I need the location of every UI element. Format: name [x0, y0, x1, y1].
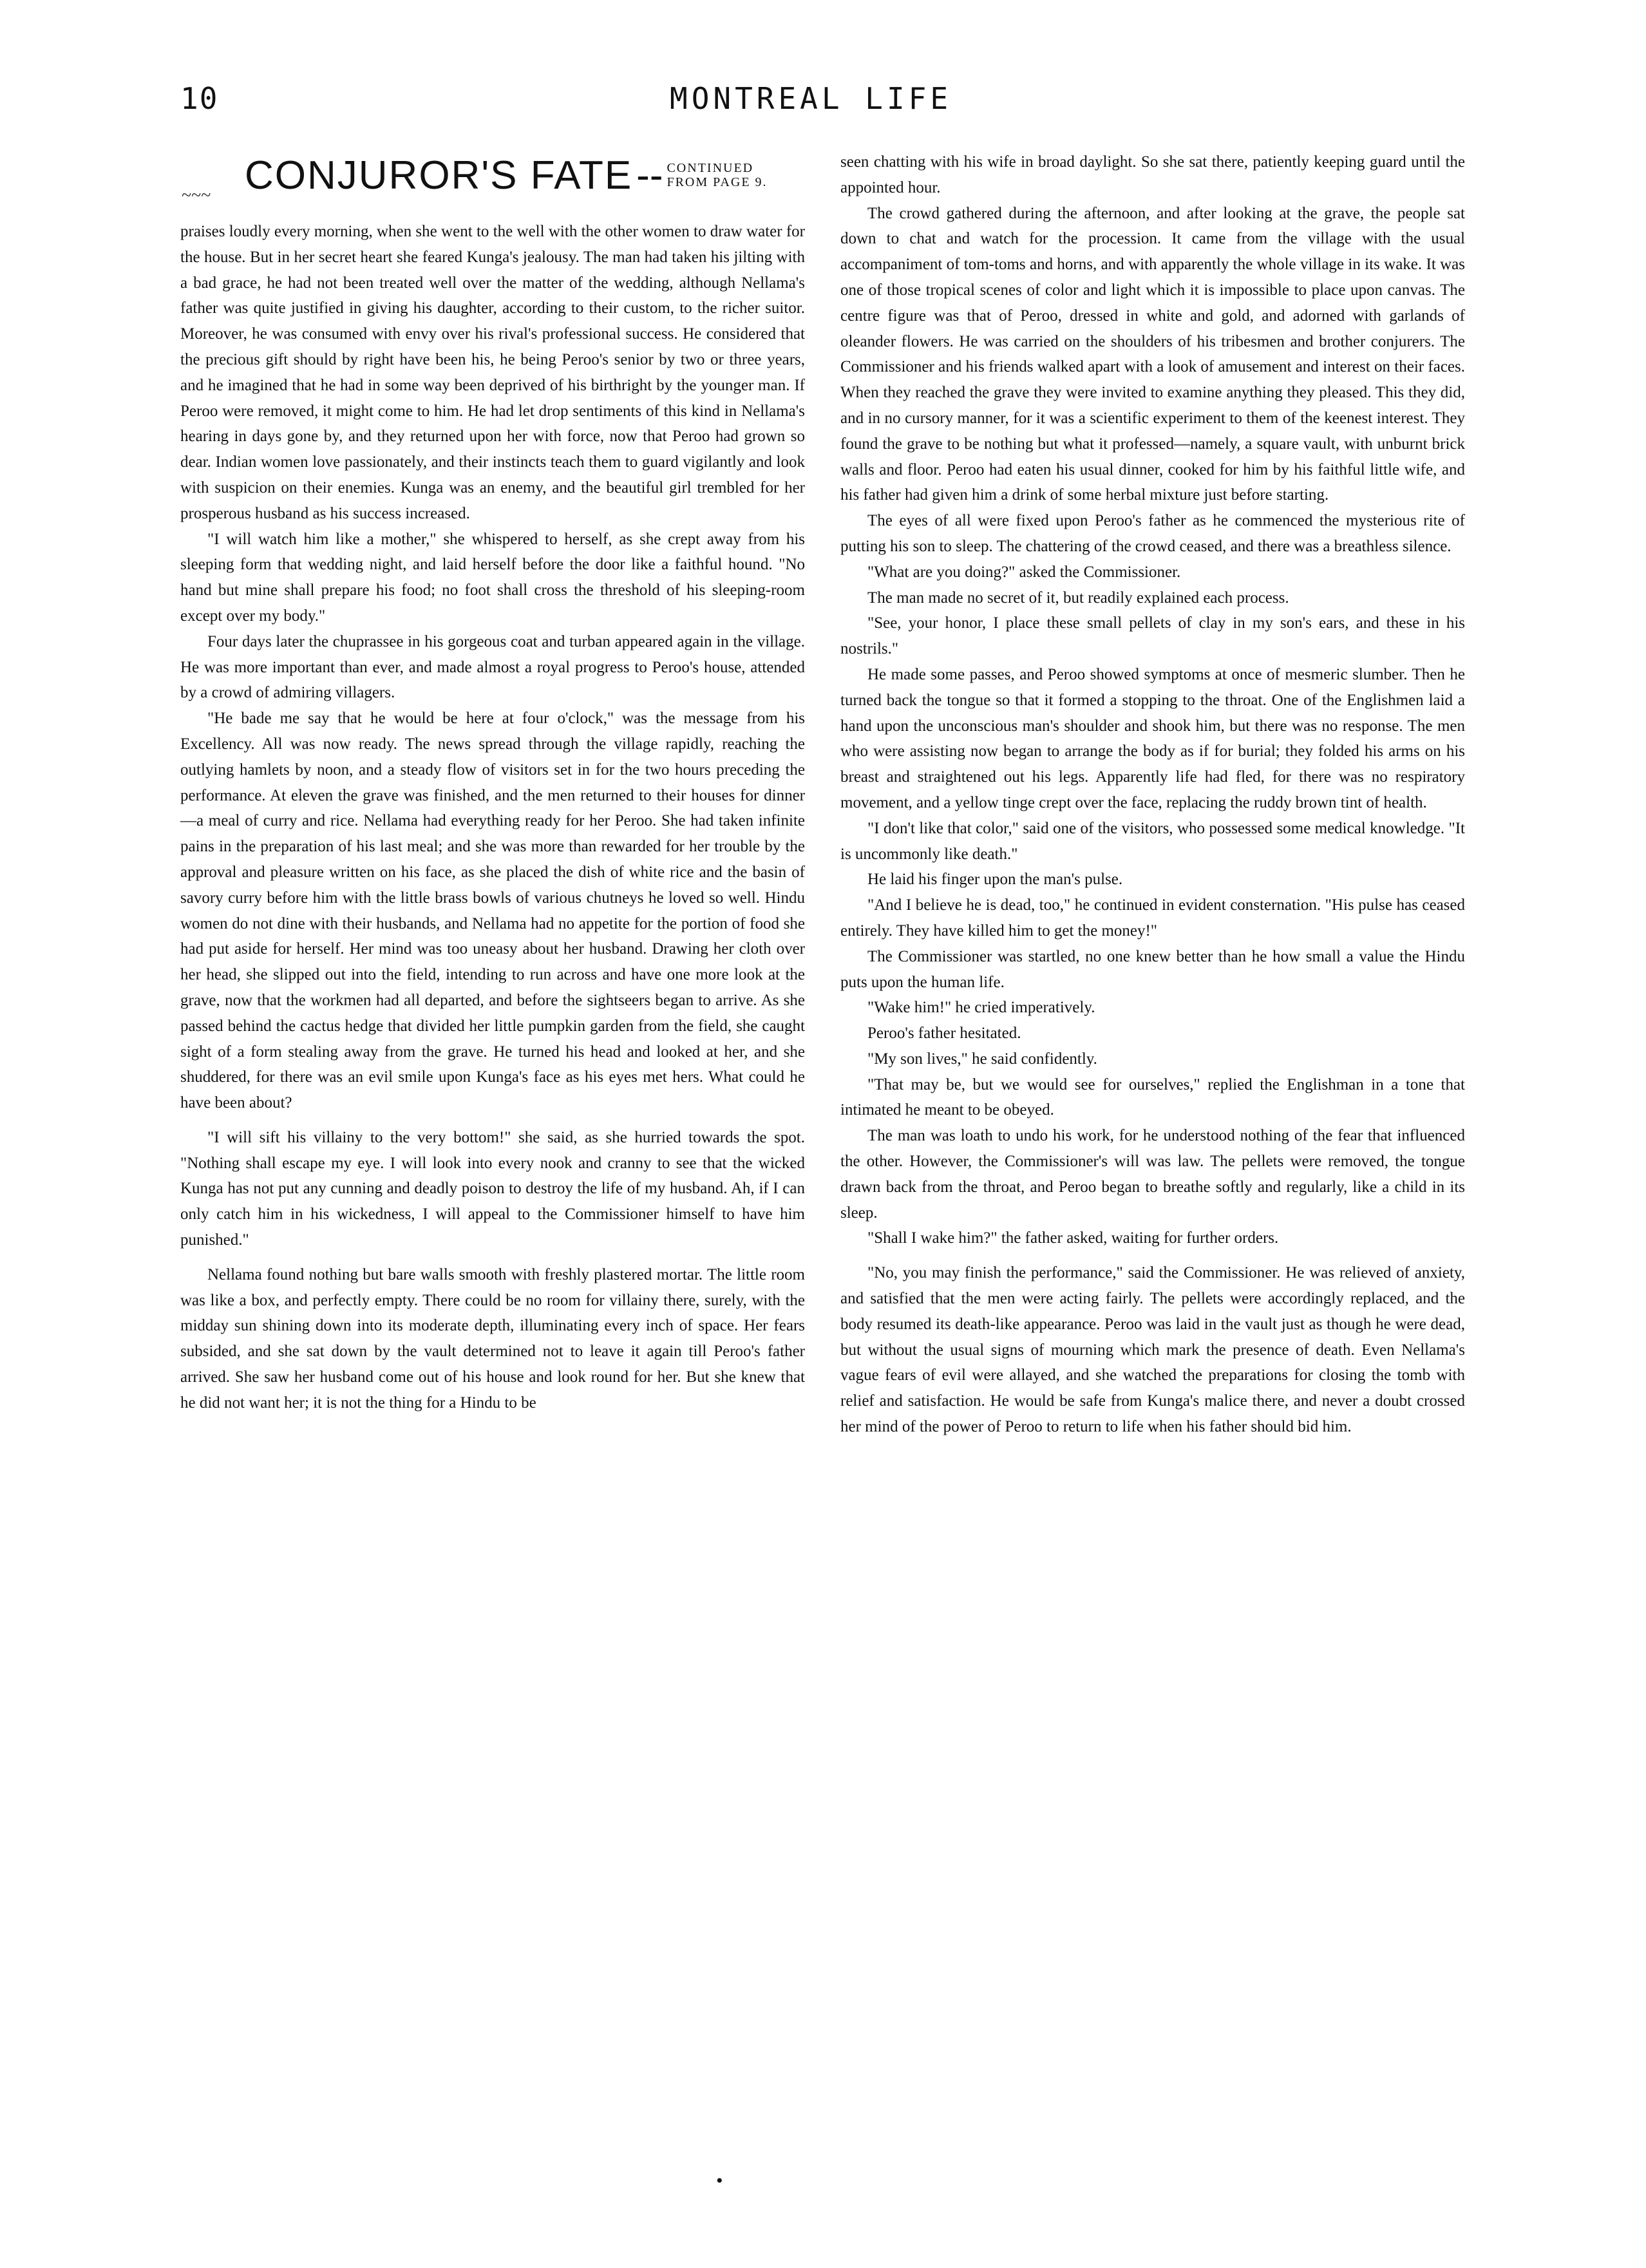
- paragraph: Nellama found nothing but bare walls smooth with freshly plastered mortar. The little room was like a box, and perfectly empty. There could be no room for villainy there, surely, with the midday sun shining down into its moderate depth, illuminating every inch of space. Her fears subsided, and she sat down by the vault determined not to leave it again till Peroo's father arrived. She saw her husband come out of his house and look round for her. But she knew that he did not want her; it is not the thing for a Hindu to be: [180, 1265, 805, 1412]
- paragraph: "My son lives," he said confidently.: [867, 1050, 1097, 1068]
- right-column: [840, 149, 1465, 1440]
- continued-line-2: FROM PAGE 9.: [667, 175, 768, 189]
- continued-note: [667, 161, 767, 189]
- paragraph: The man was loath to undo his work, for he understood nothing of the fear that influenced the other. However, the Commissioner's will was law. The pellets were removed, the tongue drawn back from the throat, and Peroo began to breathe softly and regularly, like a child in its sleep.: [840, 1127, 1465, 1222]
- paragraph: "I will watch him like a mother," she whispered to herself, as she crept away from his sleeping form that wedding night, and laid herself before the door like a faithful hound. "No hand but mine shall prepare his food; no foot shall cross the threshold of his sleeping-room except over my body.": [180, 530, 805, 625]
- paragraph: "He bade me say that he would be here at four o'clock," was the message from his Excellency. All was now ready. The news spread through the village rapidly, reaching the outlying hamlets by noon, and a steady flow of visitors set in for the two hours preceding the performance. At eleven the grave was finished, and the men returned to their houses for dinner—a meal of curry and rice. Nellama had everything ready for her Peroo. She had taken infinite pains in the preparation of his last meal; and she was more than rewarded for her trouble by the approval and pleasure written on his face, as she placed the dish of white rice and the basin of savory curry before him with the little brass bowls of various chutneys he loved so well. Hindu women do not dine with their husbands, and Nellama had no appetite for the portion of food she had put aside for herself. Her mind was too uneasy about her husband. Drawing her cloth over her head, she slipped out into the field, intending to run across and have one more look at the grave, now that the workmen had all departed, and before the sightseers began to arrive. As she passed behind the cactus hedge that divided her little pumpkin garden from the field, she caught sight of a form stealing away from the grave. He turned his head and looked at her, and she shuddered, for there was an evil smile upon Kunga's face as his eyes met hers. What could he have been about?: [180, 710, 805, 1112]
- paragraph: "That may be, but we would see for ourselves," replied the Englishman in a tone that intimated he meant to be obeyed.: [840, 1075, 1465, 1119]
- title-separator: --: [636, 153, 663, 198]
- paragraph: Peroo's father hesitated.: [867, 1025, 1021, 1043]
- running-title: MONTREAL LIFE: [670, 81, 952, 116]
- paragraph: Four days later the chuprassee in his gorgeous coat and turban appeared again in the village. He was more important than ever, and made almost a royal progress to Peroo's house, attended by a crowd of admiring villagers.: [180, 632, 805, 702]
- continued-line-1: CONTINUED: [667, 161, 754, 175]
- paragraph: seen chatting with his wife in broad daylight. So she sat there, patiently keeping guard until the appointed hour.: [840, 153, 1465, 196]
- article-headline: [245, 149, 768, 201]
- paragraph: "No, you may finish the performance," said the Commissioner. He was relieved of anxiety, and satisfied that the men were acting fairly. The pellets were accordingly replaced, and the body resumed its death-like appearance. Peroo was laid in the vault just as though he were dead, but without the usual signs of mourning which mark the presence of death. Even Nellama's vague fears of evil were allayed, and she watched the preparations for closing the tomb with relief and satisfaction. He would be safe from Kunga's malice there, and never a doubt crossed her mind of the power of Peroo to return to life when his father should bid him.: [840, 1264, 1465, 1436]
- paragraph: "I will sift his villainy to the very bottom!" she said, as she hurried towards the spot. "Nothing shall escape my eye. I will look into every nook and cranny to see that the wicked Kunga has not put any cunning and deadly poison to destroy the life of my husband. Ah, if I can only catch him in his wickedness, I will appeal to the Commissioner himself to have him punished.": [180, 1128, 805, 1249]
- left-column: [180, 219, 805, 1416]
- ornament-rule: ~~~: [182, 185, 211, 205]
- article-title: CONJUROR'S FATE: [245, 153, 633, 198]
- page-number: 10: [180, 81, 219, 116]
- paragraph: "See, your honor, I place these small pellets of clay in my son's ears, and these in his nostrils.": [840, 614, 1465, 658]
- paragraph: "What are you doing?" asked the Commissioner.: [867, 563, 1181, 581]
- paragraph: praises loudly every morning, when she went to the well with the other women to draw water for the house. But in her secret heart she feared Kunga's jealousy. The man had taken his jilting with a bad grace, he had not been treated well over the matter of the wedding, although Nellama's father was quite justified in giving his daughter, according to their custom, to the richer suitor. Moreover, he was consumed with envy over his rival's professional success. He considered that the precious gift should by right have been his, he being Peroo's senior by two or three years, and he imagined that he had in some way been deprived of his birthright by the younger man. If Peroo were removed, it might come to him. He had let drop sentiments of this kind in Nellama's hearing in days gone by, and they returned upon her with force, now that Peroo had grown so dear. Indian women love passionately, and their instincts teach them to guard vigilantly and look with suspicion on their enemies. Kunga was an enemy, and the beautiful girl trembled for her prosperous husband as his success increased.: [180, 223, 805, 522]
- paragraph: The man made no secret of it, but readily explained each process.: [867, 589, 1289, 607]
- paragraph: "And I believe he is dead, too," he continued in evident consternation. "His pulse has ceased entirely. They have killed him to get the money!": [840, 896, 1465, 940]
- paragraph: The crowd gathered during the afternoon, and after looking at the grave, the people sat down to chat and watch for the procession. It came from the village with the usual accompaniment of tom-toms and horns, and with apparently the whole village in its wake. It was one of those tropical scenes of color and light which it is impossible to place upon canvas. The centre figure was that of Peroo, dressed in white and gold, and adorned with garlands of oleander flowers. He was carried on the shoulders of his tribesmen and brother conjurers. The Commissioner and his friends walked apart with a look of amusement and interest on their faces. When they reached the grave they were invited to examine anything they pleased. This they did, and in no cursory manner, for it was a scientific experiment to them of the keenest interest. They found the grave to be nothing but what it professed—namely, a square vault, with unburnt brick walls and floor. Peroo had eaten his usual dinner, cooked for him by his faithful little wife, and his father had given him a drink of some herbal mixture just before starting.: [840, 204, 1465, 504]
- paragraph: He laid his finger upon the man's pulse.: [867, 871, 1123, 889]
- paragraph: The Commissioner was startled, no one knew better than he how small a value the Hindu puts upon the human life.: [840, 947, 1465, 991]
- paragraph: "Wake him!" he cried imperatively.: [867, 999, 1095, 1017]
- paragraph: "Shall I wake him?" the father asked, waiting for further orders.: [867, 1229, 1279, 1247]
- paragraph: He made some passes, and Peroo showed symptoms at once of mesmeric slumber. Then he turned back the tongue so that it formed a stopping to the throat. One of the Englishmen laid a hand upon the unconscious man's shoulder and shook him, but there was no response. The men who were assisting now began to arrange the body as if for burial; they folded his arms on his breast and straightened out his legs. Apparently life had fled, for there was no respiratory movement, and a yellow tinge crept over the face, replacing the ruddy brown tint of health.: [840, 665, 1465, 811]
- paragraph: The eyes of all were fixed upon Peroo's father as he commenced the mysterious rite of putting his son to sleep. The chattering of the crowd ceased, and there was a breathless silence.: [840, 512, 1465, 555]
- paragraph: "I don't like that color," said one of the visitors, who possessed some medical knowledge. "It is uncommonly like death.": [840, 819, 1465, 863]
- footer-bullet: •: [716, 2170, 723, 2191]
